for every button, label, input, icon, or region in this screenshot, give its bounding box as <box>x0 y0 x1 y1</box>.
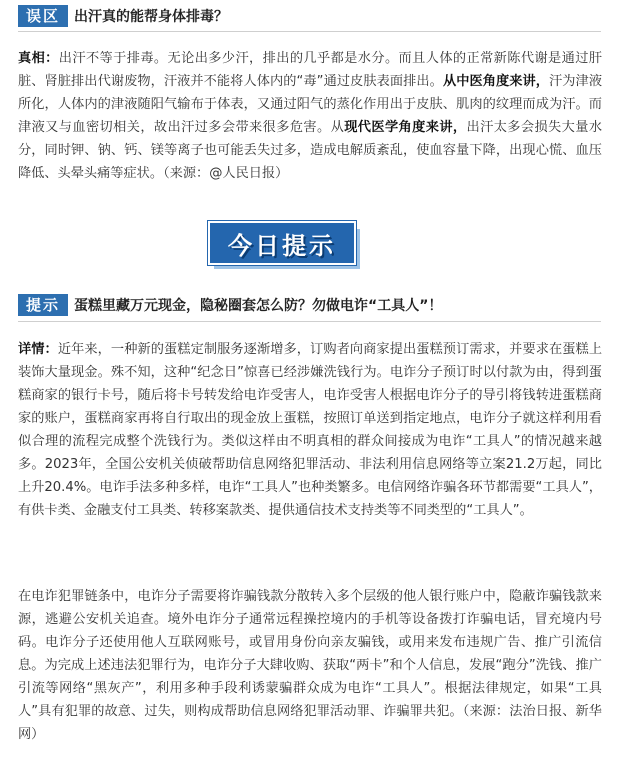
tcm-label: 从中医角度来讲， <box>442 74 550 89</box>
tip-tag: 提示 <box>18 294 68 316</box>
today-tip-banner <box>208 221 358 267</box>
misconception-title: 出汗真的能帮身体排毒？ <box>74 9 229 25</box>
section-tip-header <box>18 294 442 316</box>
details-label: 详情： <box>18 342 58 357</box>
truth-label: 真相： <box>18 51 59 66</box>
chain-text: 在电诈犯罪链条中，电诈分子需要将诈骗钱款分散转入多个层级的他人银行账户中，隐蔽诈骗钱款来源，逃避公安机关追查。境外电诈分子通常远程操控境内的手机等设备拨打诈骗电话，冒充境内号码。电诈分子还使用他人互联网账号，或冒用身份向亲友骗钱，或用来发布违规广告、推广引流信息。为完成上述违法犯罪行为，电诈分子大肆收购、获取“两卡”和个人信息，发展“跑分”洗钱、推广引流等网络“黑灰产”，利用多种手段利诱蒙骗群众成为电诈“工具人”。根据法律规定，如果“工具人”具有犯罪的故意、过失，则构成帮助信息网络犯罪活动罪、诈骗罪共犯。（来源：法治日报、新华网） <box>18 589 602 742</box>
chain-paragraph <box>18 585 602 746</box>
modern-medicine-label: 现代医学角度来讲， <box>344 120 467 135</box>
truth-text-3: 出汗太多会损失大量水分，同时钾、钠、钙、镁等离子也可能丢失过多，造成电解质紊乱，使血容量下降，出现心慌、血压降低、头晕头痛等症状。（来源：@人民日报） <box>18 120 603 181</box>
tip-title: 蛋糕里藏万元现金，隐秘圈套怎么防？勿做电诈“工具人”！ <box>74 298 443 314</box>
details-paragraph <box>18 338 602 522</box>
divider <box>18 31 601 32</box>
section-misconception-header <box>18 5 228 27</box>
misconception-tag: 误区 <box>18 5 68 27</box>
truth-text-2: 汗为津液所化，人体内的津液随阳气输布于体表，又通过阳气的蒸化作用出于皮肤、肌肉的纹理而成为汗。而津液又与血密切相关，故出汗过多会带来很多危害。从 <box>18 74 603 135</box>
banner-text: 今日提示 <box>228 231 336 260</box>
truth-paragraph <box>18 47 602 185</box>
banner-box <box>208 221 356 265</box>
truth-text-1: 出汗不等于排毒。无论出多少汗，排出的几乎都是水分。而且人体的正常新陈代谢是通过肝脏、肾脏排出代谢废物，汗液并不能将人体内的“毒”通过皮肤表面排出。 <box>18 51 603 89</box>
details-text: 近年来，一种新的蛋糕定制服务逐渐增多，订购者向商家提出蛋糕预订需求，并要求在蛋糕上装饰大量现金。殊不知，这种“纪念日”惊喜已经涉嫌洗钱行为。电诈分子预订时以付款为由，得到蛋糕商家的银行卡号，随后将卡号转发给电诈受害人，电诈受害人根据电诈分子的导引将钱转进蛋糕商家的账户，蛋糕商家再将自行取出的现金放上蛋糕，按照订单送到指定地点，电诈分子就这样利用看似合理的流程完成整个洗钱行为。类似这样由不明真相的群众间接成为电诈“工具人”的情况越来越多。2023年，全国公安机关侦破帮助信息网络犯罪活动、非法利用信息网络等立案21.2万起，同比上升20.4%。电诈手法多种多样，电诈“工具人”也种类繁多。电信网络诈骗各环节都需要“工具人”，有供卡类、金融支付工具类、转移案款类、提供通信技术支持类等不同类型的“工具人”。 <box>18 342 603 518</box>
divider <box>18 321 601 322</box>
